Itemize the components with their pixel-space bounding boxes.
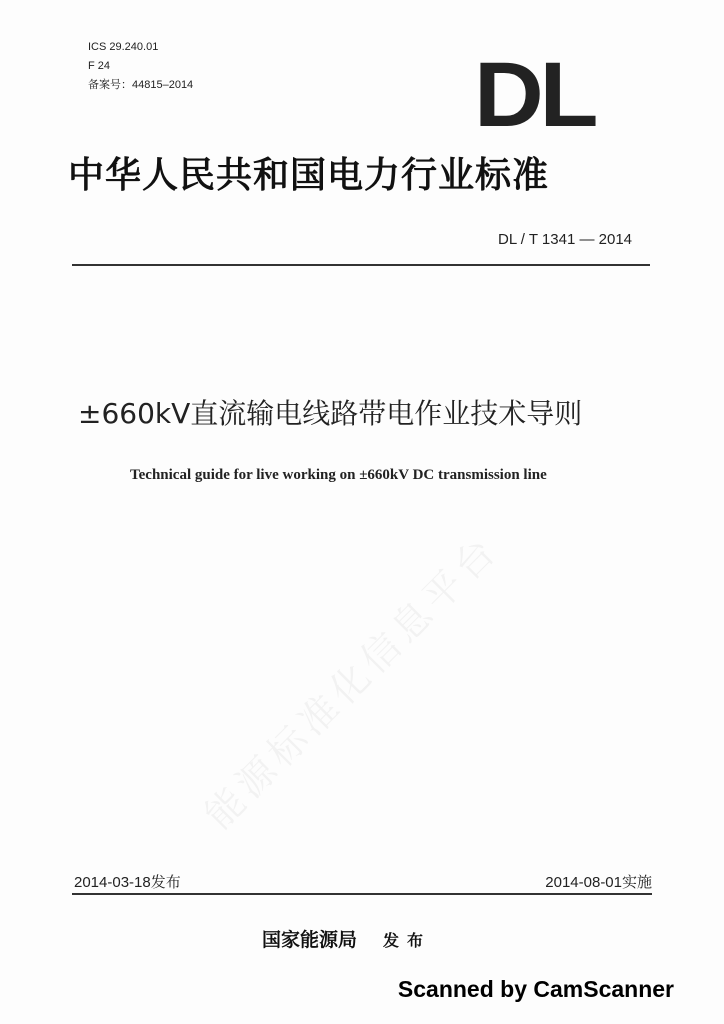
publisher-verb: 发布 — [383, 931, 432, 950]
ics-code: ICS 29.240.01 — [88, 41, 159, 53]
document-title: ±660kV直流输电线路带电作业技术导则 — [78, 397, 583, 430]
bottom-divider — [72, 893, 652, 895]
publisher-line — [262, 925, 431, 952]
publisher-name: 国家能源局 — [262, 929, 358, 951]
scanner-note: Scanned by CamScanner — [397, 976, 674, 1002]
watermark — [190, 520, 509, 839]
top-divider — [72, 264, 650, 266]
dl-logo: DL — [474, 44, 595, 146]
classification-block — [88, 38, 193, 95]
record-number: 备案号：44815–2014 — [88, 79, 194, 91]
class-code: F 24 — [88, 60, 111, 72]
standard-code: DL / T 1341 — 2014 — [498, 231, 632, 248]
effective-date: 2014-08-01实施 — [545, 874, 652, 891]
standard-title: 中华人民共和国电力行业标准 — [68, 154, 550, 196]
issue-date: 2014-03-18发布 — [74, 874, 181, 891]
document-subtitle: Technical guide for live working on ±660kV DC transmission line — [130, 467, 547, 483]
